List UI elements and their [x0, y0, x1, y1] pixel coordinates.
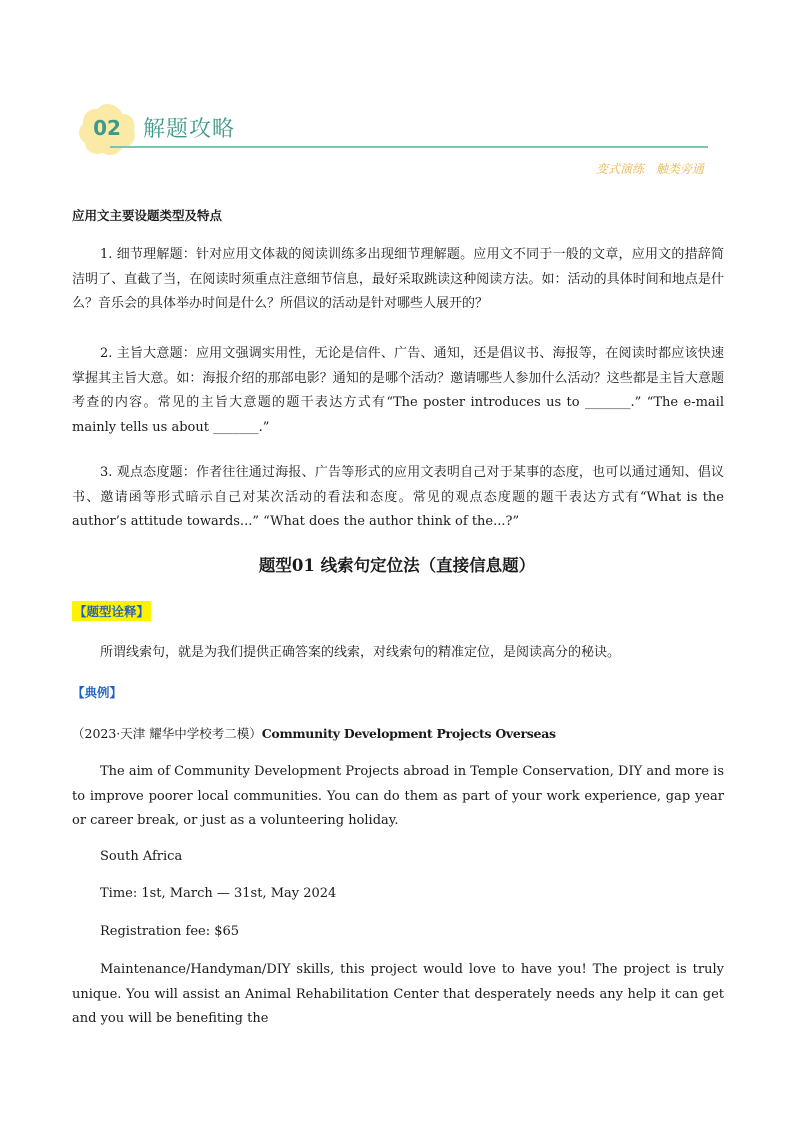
point-main-idea: 2. 主旨大意题：应用文强调实用性，无论是信件、广告、通知，还是倡议书、海报等，在阅读时都应该快速掌握其主旨大意。如：海报介绍的那部电影？通知的是哪个活动？邀请哪些人参加什么活动？这些都是主旨大意题考查的内容。常见的主旨大意题的题干表达方式有“The poster introduces us to _______.” “The e-mail mainly tells us about _______.” [72, 346, 724, 435]
example-source [72, 724, 556, 742]
section-title: 解题攻略 [143, 117, 236, 142]
explain-text: 所谓线索句，就是为我们提供正确答案的线索，对线索句的精准定位，是阅读高分的秘诀。 [100, 645, 621, 660]
example-body: Maintenance/Handyman/DIY skills, this project would love to have you! The project is truly unique. You will assist an Animal Rehabilitation Center that desperately needs any help it can get and you will be benefiting the [72, 962, 724, 1026]
question-type-title: 题型01 线索句定位法（直接信息题） [258, 556, 536, 575]
point-detail: 1. 细节理解题：针对应用文体裁的阅读训练多出现细节理解题。应用文不同于一般的文章，应用文的措辞简洁明了、直截了当，在阅读时须重点注意细节信息，最好采取跳读这种阅读方法。如：活动的具体时间和地点是什么？音乐会的具体举办时间是什么？所倡议的活动是针对哪些人展开的？ [72, 247, 724, 311]
section-subtitle: 变式演练 触类旁通 [596, 162, 704, 176]
section-number: 02 [93, 116, 121, 140]
main-heading: 应用文主要设题类型及特点 [72, 208, 223, 223]
example-source-label: （2023·天津 耀华中学校考二模） [72, 726, 262, 741]
example-fee: Registration fee: $65 [100, 924, 240, 939]
example-location: South Africa [100, 849, 183, 864]
example-intro: The aim of Community Development Projects abroad in Temple Conservation, DIY and more is to improve poorer local communities. You can do them as part of your work experience, gap year or career break, or just as a volunteering holiday. [72, 764, 724, 828]
explain-tag: 【题型诠释】 [72, 601, 151, 621]
example-tag: 【典例】 [72, 685, 123, 700]
section-divider [110, 146, 708, 148]
point-attitude: 3. 观点态度题：作者往往通过海报、广告等形式的应用文表明自己对于某事的态度，也可以通过通知、倡议书、邀请函等形式暗示自己对某次活动的看法和态度。常见的观点态度题的题干表达方式有“What is the author’s attitude towards...” “What does the author think of the...?” [72, 465, 724, 529]
example-title: Community Development Projects Overseas [261, 726, 556, 741]
example-time: Time: 1st, March — 31st, May 2024 [100, 886, 337, 901]
